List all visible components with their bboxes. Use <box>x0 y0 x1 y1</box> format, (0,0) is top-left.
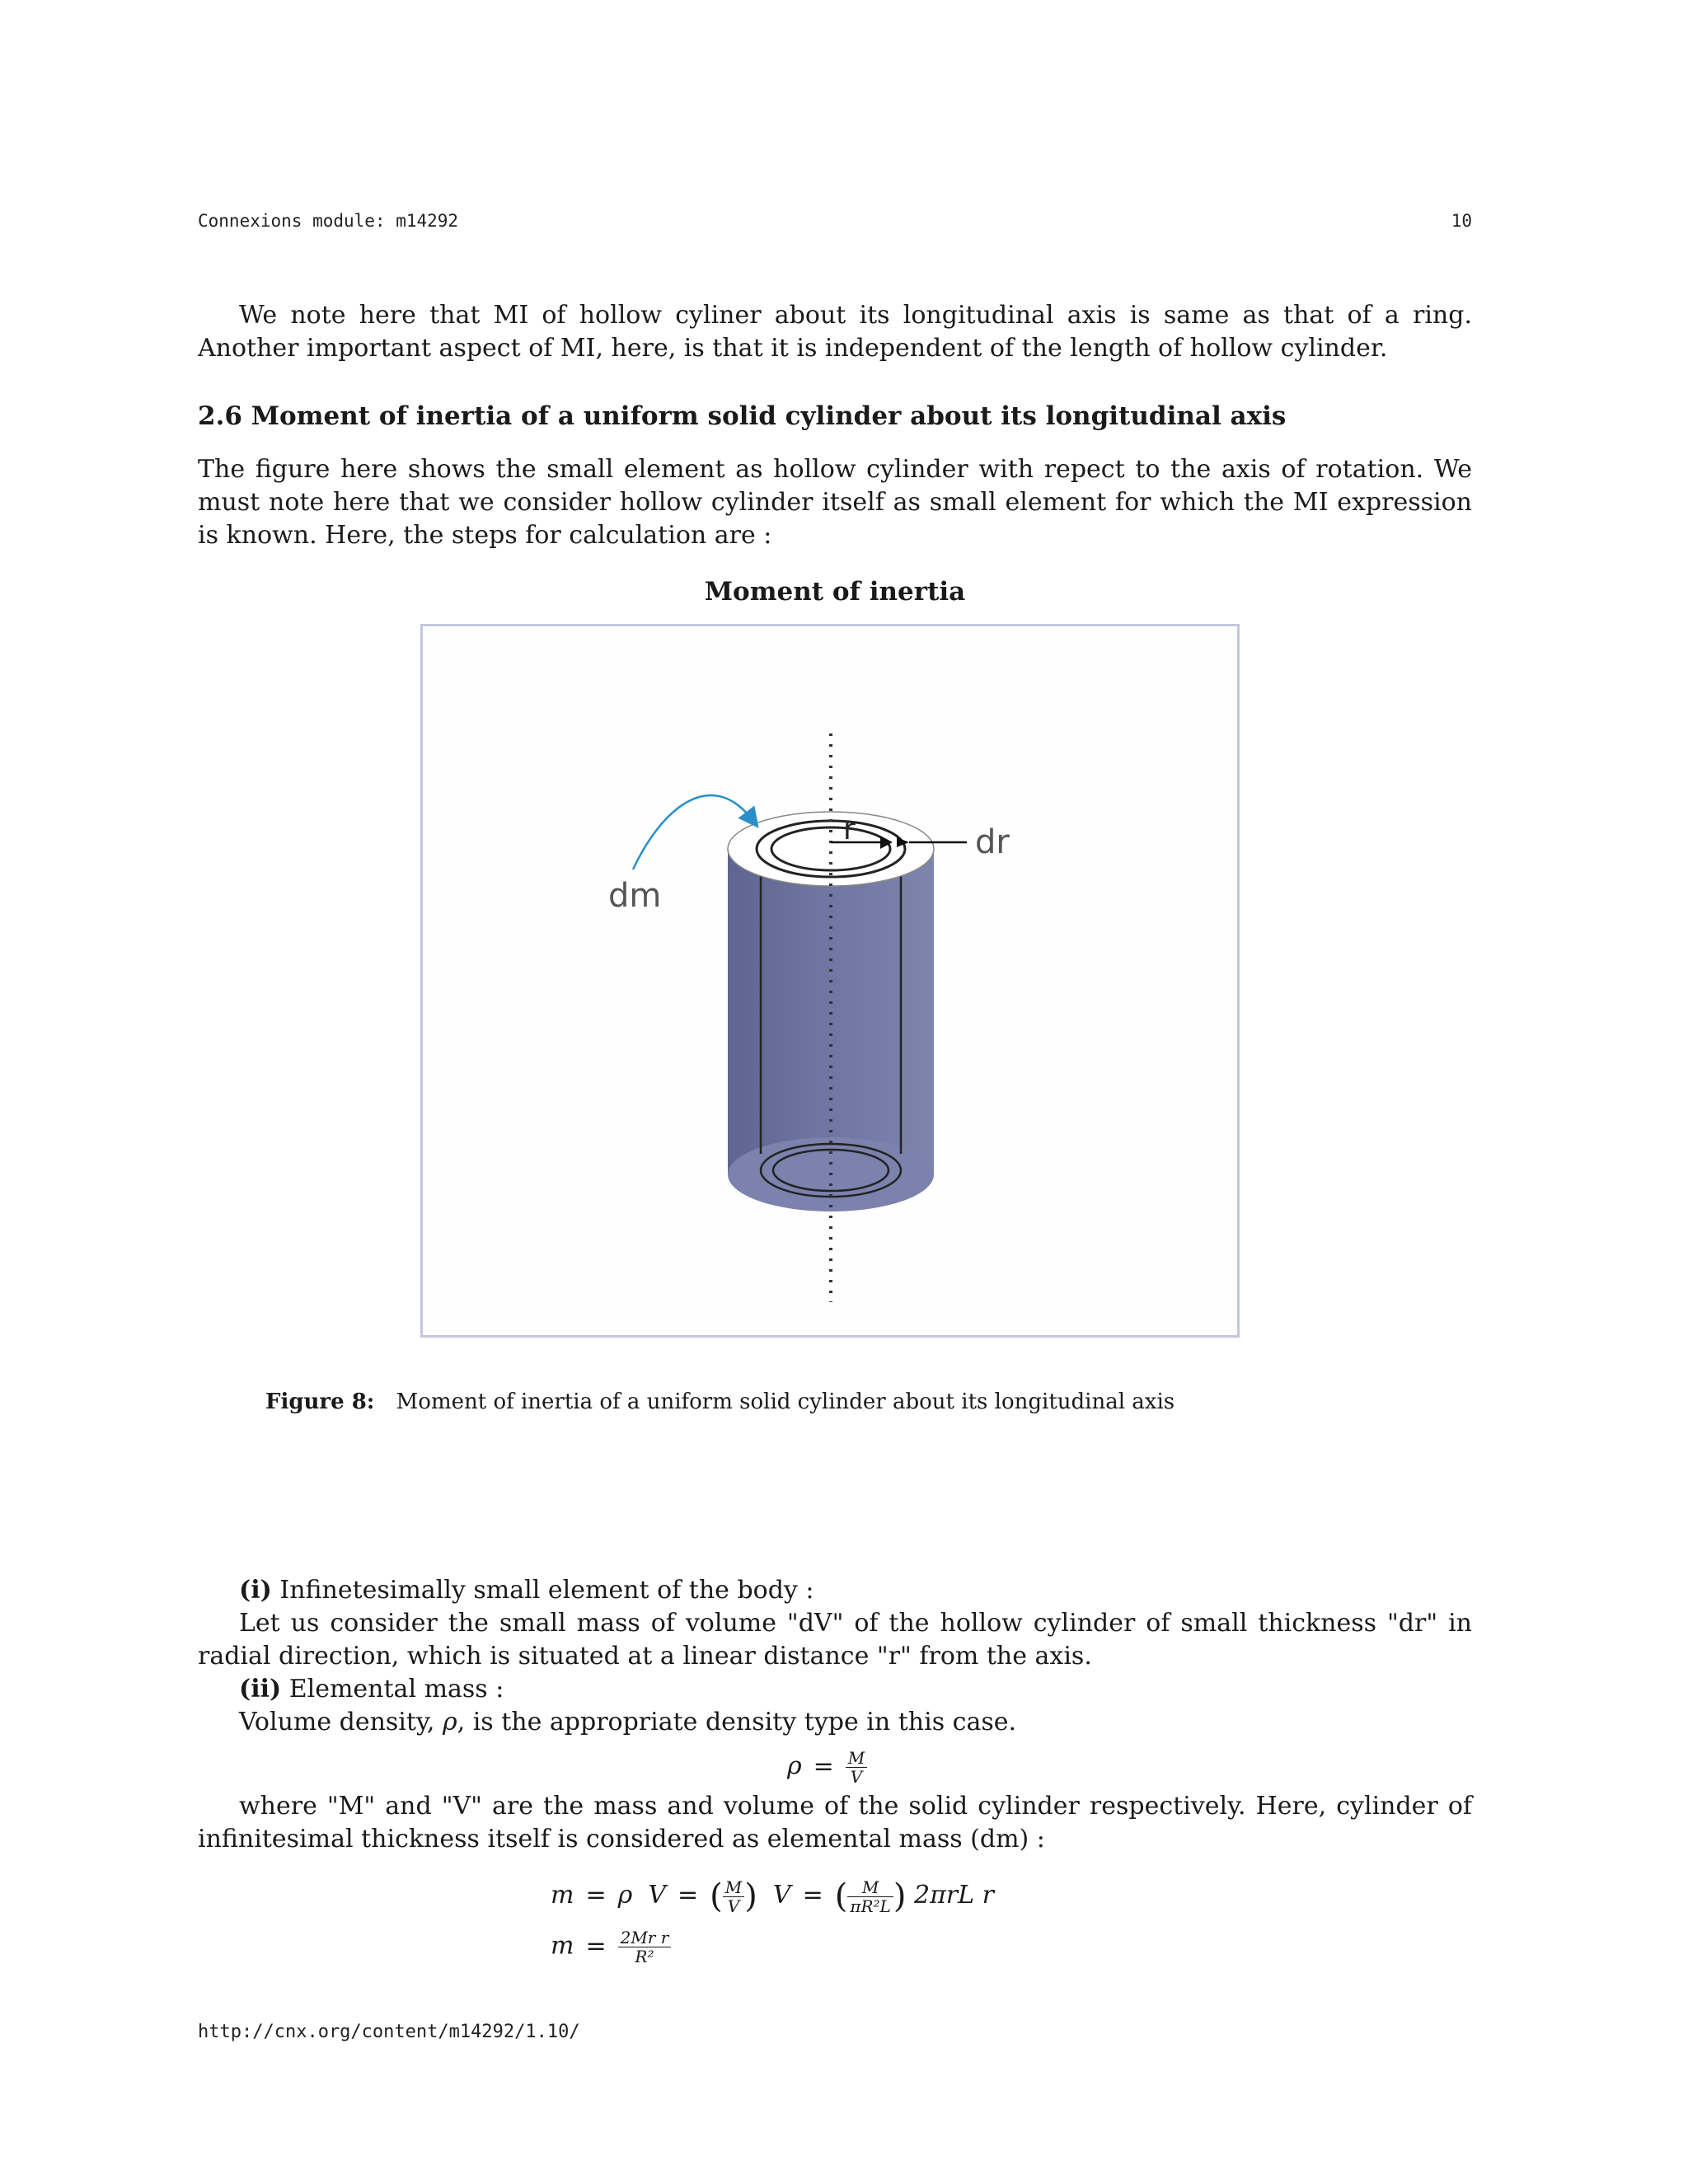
step2-title: Elemental mass : <box>288 1675 504 1704</box>
equation-mass-1: m = ρ V = ( $\frac{M}{V}$ ) V = ( $\frac{M}{\text{πR²L}}$ ) 2πrL r <box>551 1877 994 1916</box>
step1-heading <box>239 1574 814 1607</box>
label-dm: dm <box>608 877 662 915</box>
step1-label: (i) <box>239 1576 272 1605</box>
section-paragraph: The figure here shows the small element as hollow cylinder with repect to the axis of rotation. We must note here that we consider hollow cylinder itself as small element for which the MI expression is known. Here, the steps for calculation are : <box>198 455 1472 550</box>
equation-mass-2: m = $\frac{\text{2Mr r}}{\text{R²}}$ <box>551 1929 671 1966</box>
step1-text: Let us consider the small mass of volume "dV" of the hollow cylinder of small thickness "dr" in radial direction, which is situated at a linear distance "r" from the axis. <box>198 1609 1472 1671</box>
cylinder-diagram <box>423 626 1237 1335</box>
step2-label: (ii) <box>239 1675 282 1704</box>
label-dr: dr <box>975 823 1010 861</box>
page-number: 10 <box>1451 211 1472 231</box>
label-r: r <box>843 813 856 846</box>
step1-title: Infinetesimally small element of the body : <box>279 1576 814 1605</box>
module-id: Connexions module: m14292 <box>198 211 459 231</box>
page-header <box>198 211 1472 231</box>
figure-caption <box>265 1390 1175 1414</box>
where-paragraph: where "M" and "V" are the mass and volume of the solid cylinder respectively. Here, cylinder of infinitesimal thickness itself is considered as elemental mass (dm) : <box>198 1792 1472 1854</box>
step2-text: Volume density, ρ, is the appropriate density type in this case. <box>239 1708 1017 1736</box>
cylinder-body <box>728 849 934 1174</box>
caption-text: Moment of inertia of a uniform solid cylinder about its longitudinal axis <box>396 1390 1175 1414</box>
figure-title: Moment of inertia <box>704 577 966 607</box>
section-heading: 2.6 Moment of inertia of a uniform solid cylinder about its longitudinal axis <box>198 401 1287 431</box>
footer-url[interactable]: http://cnx.org/content/m14292/1.10/ <box>198 2022 580 2042</box>
caption-label: Figure 8: <box>265 1390 375 1414</box>
intro-paragraph: We note here that MI of hollow cyliner about its longitudinal axis is same as that of a ring. Another important aspect of MI, here, is that it is independent of the length of hollow cylinder. <box>198 301 1472 363</box>
equation-rho: ρ = $\frac{M}{V}$ <box>787 1749 867 1786</box>
figure-image <box>420 624 1240 1338</box>
step2-heading <box>239 1673 504 1706</box>
